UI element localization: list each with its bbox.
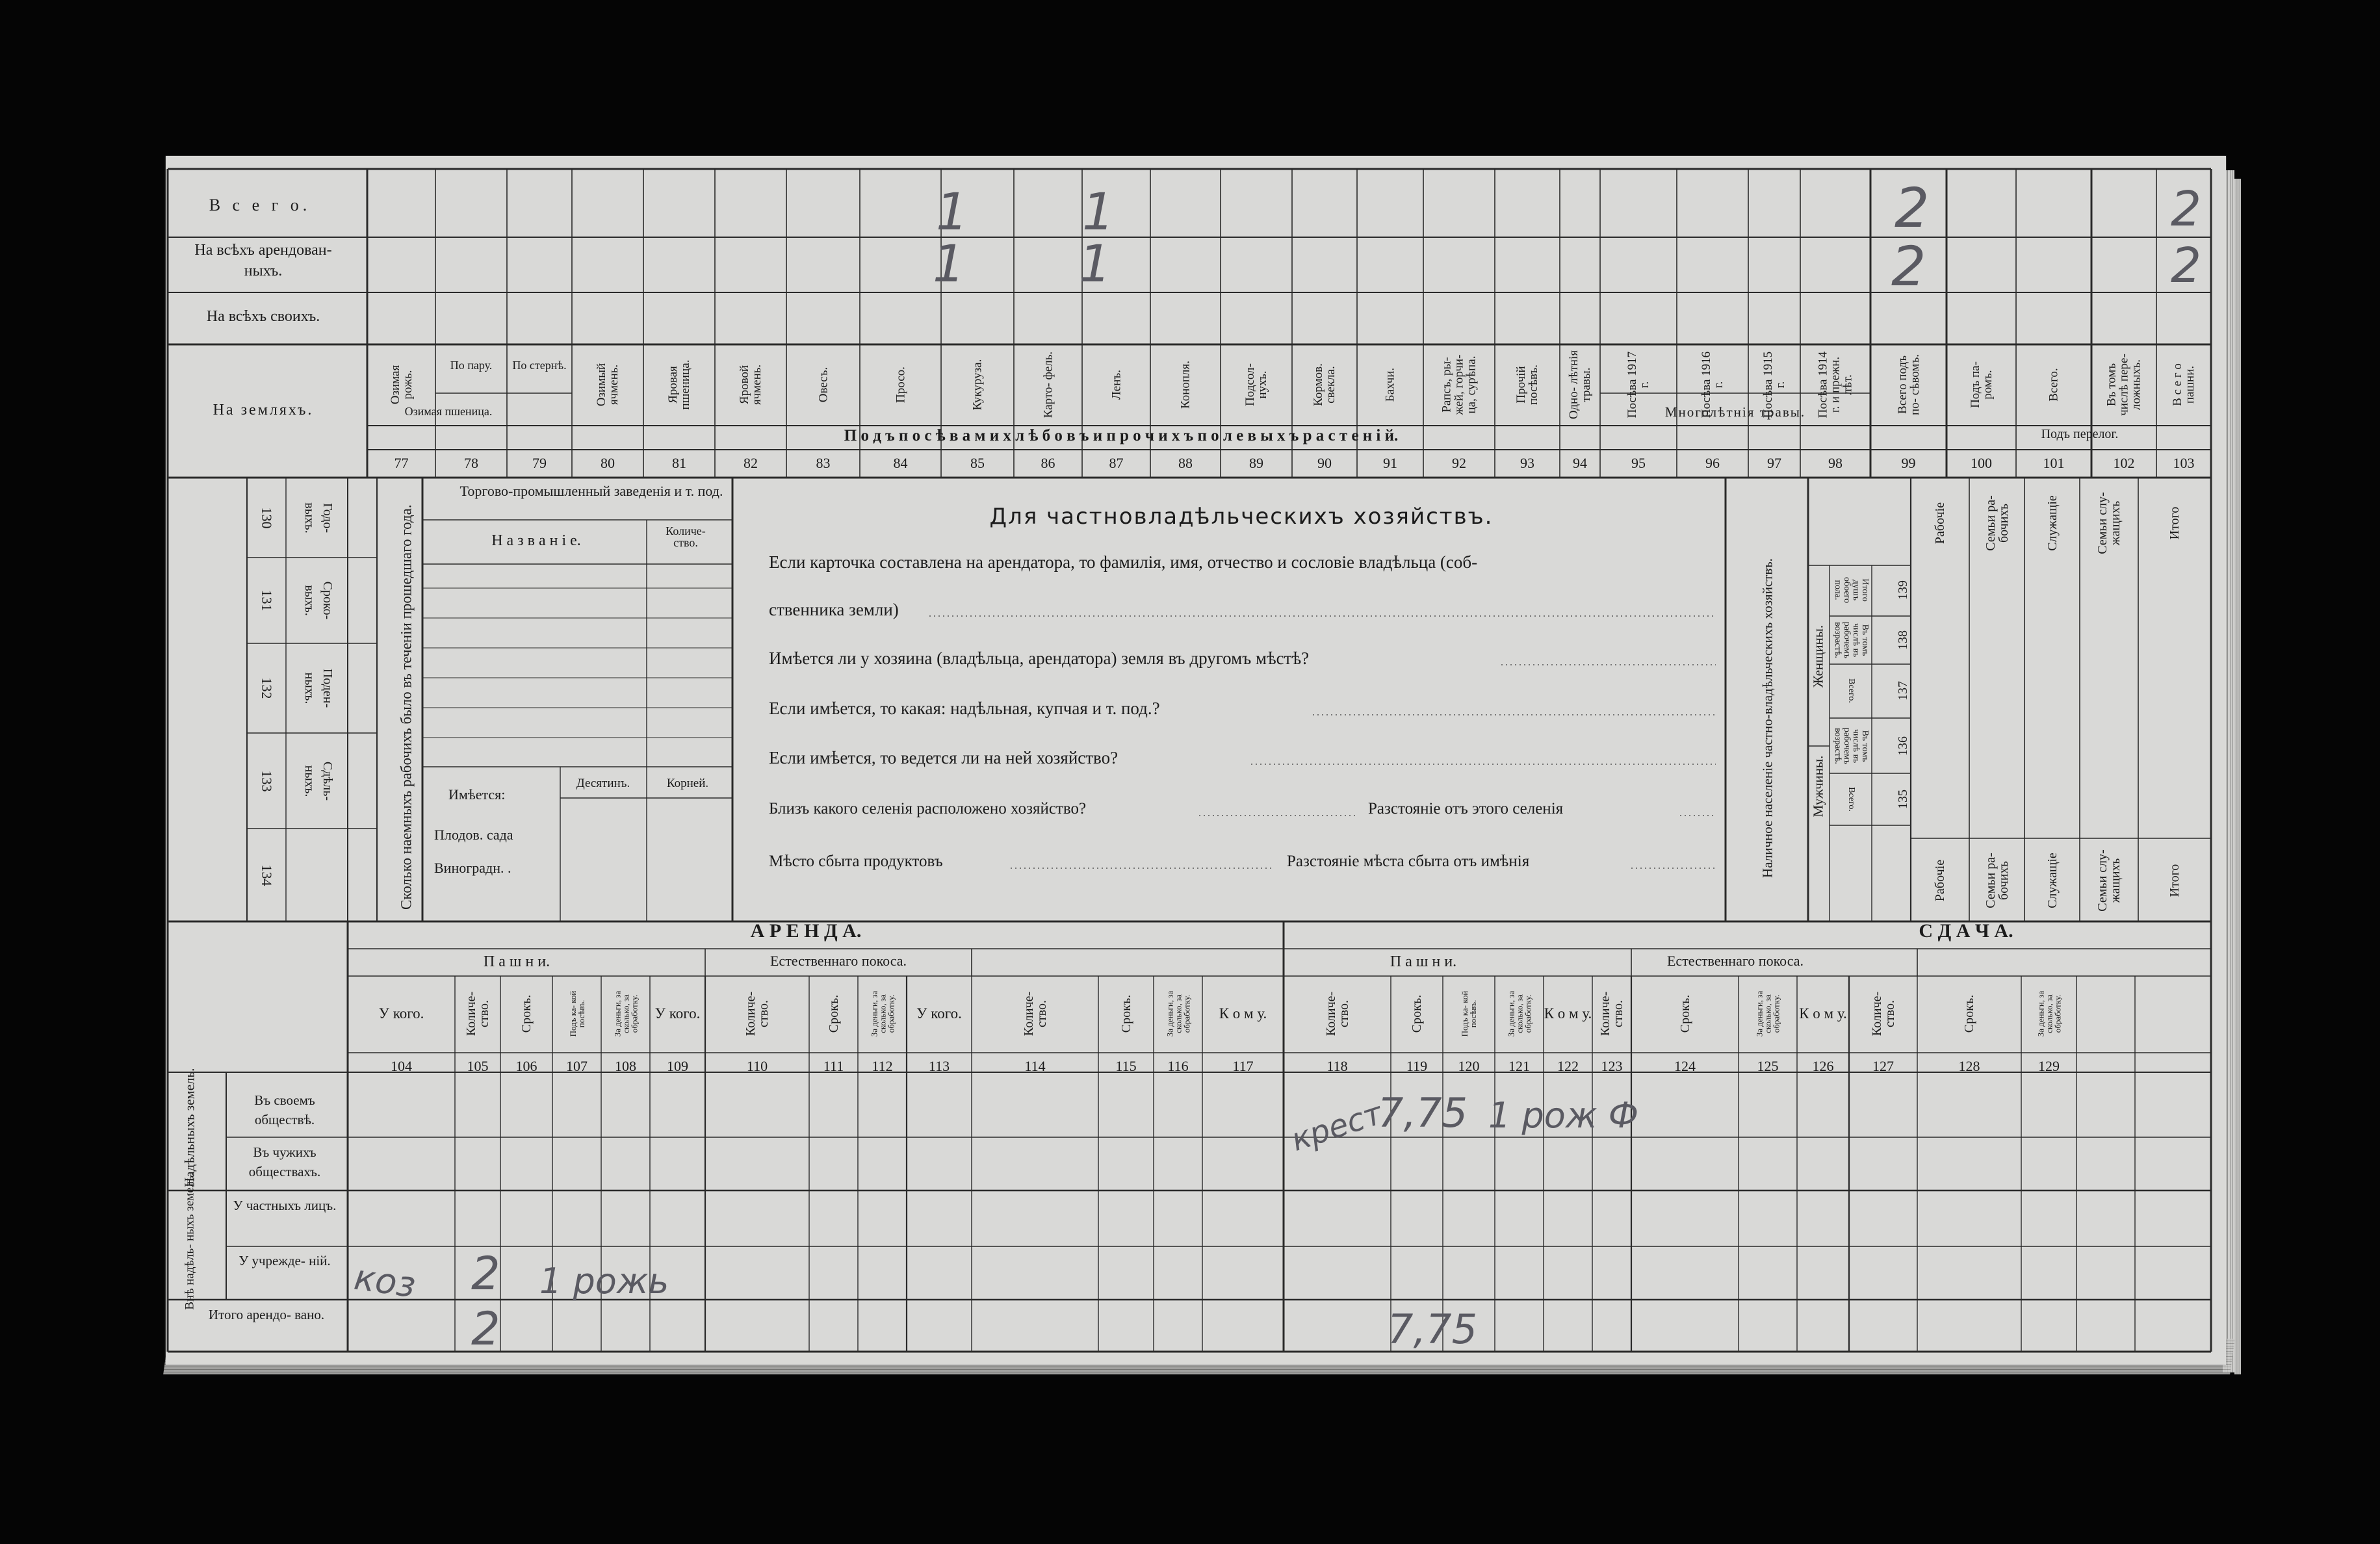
crops-banner: П о д ъ п о с ѣ в а м и х л ѣ б о в ъ и п р о ч и х ъ п о л е в ы х ъ р а с т е н і й. bbox=[844, 427, 1399, 444]
lease-num-126: 126 bbox=[1812, 1058, 1834, 1074]
crop-num-87: 87 bbox=[1109, 455, 1124, 471]
population-vertical-title: Наличное населеніе частно-владѣльческихъ хозяйствъ. bbox=[1759, 558, 1776, 878]
pop-col-bottom-1: Семьи ра- бочихъ bbox=[1983, 853, 2011, 908]
sdacha-title: С Д А Ч А. bbox=[1919, 920, 2013, 942]
lease-col-head-118: Количе- ство. bbox=[1323, 991, 1351, 1036]
pop-col-top-0: Рабочіе bbox=[1933, 502, 1947, 545]
worker-num-130: 130 bbox=[259, 507, 275, 528]
lease-col-head-125: За деньги, за сколько, за обработку. bbox=[1754, 990, 1781, 1037]
hw-krest: крест bbox=[1286, 1095, 1387, 1159]
row-uchrezhd: У учрежде- ній. bbox=[239, 1253, 331, 1268]
hw-two-3: 2 bbox=[1891, 235, 1926, 298]
crop-col-95: Посѣва 1917 г. bbox=[1625, 351, 1651, 418]
lease-col-head-119: Срокъ. bbox=[1410, 994, 1424, 1033]
lease-col-head-110: Количе- ство. bbox=[744, 991, 771, 1036]
crop-col-78: По пару. bbox=[450, 359, 493, 372]
group-nadel: Надѣльныхъ земель. bbox=[181, 1068, 198, 1187]
crop-col-101: Всего. bbox=[2047, 368, 2061, 402]
arenda-pashni: П а ш н и. bbox=[483, 953, 550, 970]
hw-two-2: 2 bbox=[2171, 181, 2202, 237]
private-line-2: ственника земли) bbox=[769, 600, 899, 619]
lease-col-head-120: Подъ ка- кой посѣвъ. bbox=[1460, 990, 1478, 1037]
crop-col-102: Въ томъ числѣ пере- ложныхъ. bbox=[2104, 354, 2143, 416]
lease-col-head-126: К о м у. bbox=[1799, 1005, 1847, 1022]
crop-num-81: 81 bbox=[672, 455, 686, 471]
lease-col-head-114: Количе- ство. bbox=[1021, 991, 1049, 1036]
crop-col-100: Подъ па- ромъ. bbox=[1968, 361, 1995, 408]
crop-col-87: Ленъ. bbox=[1109, 370, 1123, 400]
hw-one-4: 1 bbox=[1079, 235, 1111, 294]
trade-has-label: Имѣется: bbox=[448, 786, 506, 803]
perennial-grasses-label: Многолѣтнія травы. bbox=[1664, 404, 1806, 420]
pop-num-137: 137 bbox=[1896, 681, 1910, 701]
crop-col-96: Посѣва 1916 г. bbox=[1700, 351, 1726, 418]
crop-num-99: 99 bbox=[1901, 455, 1916, 471]
arenda-pokos: Естественнаго покоса. bbox=[770, 953, 907, 969]
perelog-label: Подъ перелог. bbox=[2041, 427, 2119, 441]
lease-col-head-106: Срокъ. bbox=[519, 994, 534, 1033]
pop-sub-0: Итого душъ обоего пола. bbox=[1833, 577, 1870, 603]
lease-num-104: 104 bbox=[391, 1058, 412, 1074]
worker-label-130: Годо- выхъ. bbox=[302, 502, 335, 534]
crop-col-90: Кормов. свекла. bbox=[1312, 363, 1338, 406]
lease-col-head-115: Срокъ. bbox=[1119, 994, 1133, 1033]
trade-desyat-header: Десятинъ. bbox=[576, 777, 630, 790]
crop-num-97: 97 bbox=[1767, 455, 1781, 471]
crop-col-85: Кукуруза. bbox=[970, 359, 985, 411]
pop-sub-2: Всего. bbox=[1846, 678, 1856, 703]
lease-col-head-123: Количе- ство. bbox=[1598, 991, 1625, 1036]
lease-num-121: 121 bbox=[1508, 1058, 1530, 1074]
private-line-6: Близъ какого селенія расположено хозяйство? bbox=[769, 800, 1087, 817]
lease-col-head-117: К о м у. bbox=[1219, 1005, 1267, 1022]
crop-col-98: Посѣва 1914 г. и прежн. лѣт. bbox=[1816, 351, 1855, 418]
lease-col-head-116: За деньги, за сколько, за обработку. bbox=[1165, 990, 1191, 1037]
crop-num-98: 98 bbox=[1828, 455, 1843, 471]
lease-num-106: 106 bbox=[515, 1058, 537, 1074]
trade-name-header: Н а з в а н і е. bbox=[491, 532, 581, 549]
crop-num-80: 80 bbox=[601, 455, 615, 471]
lease-num-111: 111 bbox=[823, 1058, 844, 1074]
hw-rozh-d: 1 рож Ф bbox=[1488, 1095, 1639, 1136]
pop-col-top-4: Итого bbox=[2167, 506, 2182, 540]
private-line-4: Если имѣется, то какая: надѣльная, купчая и т. под.? bbox=[769, 699, 1160, 718]
lease-num-109: 109 bbox=[667, 1058, 688, 1074]
row-svoem: Въ своемъ обществѣ. bbox=[254, 1092, 315, 1128]
crop-col-84: Просо. bbox=[894, 367, 907, 403]
lease-num-125: 125 bbox=[1757, 1058, 1779, 1074]
lease-num-110: 110 bbox=[746, 1058, 768, 1074]
hw-775: 7,75 bbox=[1378, 1089, 1468, 1137]
crop-col-94: Одно- лѣтнія травы. bbox=[1567, 350, 1593, 420]
lease-num-112: 112 bbox=[872, 1058, 893, 1074]
crop-col-103: В с е г о пашни. bbox=[2171, 363, 2197, 406]
lease-num-116: 116 bbox=[1167, 1058, 1189, 1074]
row-label-vsego: В с е г о. bbox=[209, 196, 311, 214]
arenda-title: А Р Е Н Д А. bbox=[750, 920, 862, 942]
lease-col-head-113: У кого. bbox=[916, 1005, 962, 1022]
lease-col-head-124: Срокъ. bbox=[1677, 994, 1692, 1033]
row-chuzhih: Въ чужихъ обществахъ. bbox=[248, 1144, 321, 1180]
workers-vertical-title: Сколько наемныхъ рабочихъ было въ теченіи прошедшаго года. bbox=[398, 504, 415, 910]
row-label-arend-2: ныхъ. bbox=[244, 263, 283, 279]
crop-col-81: Яровая пшеница. bbox=[666, 359, 692, 410]
crop-num-83: 83 bbox=[816, 455, 831, 471]
crop-num-82: 82 bbox=[744, 455, 758, 471]
worker-label-133: Сдѣль- ныхъ. bbox=[302, 761, 335, 801]
hw-rozh: 1 рожь bbox=[539, 1261, 669, 1302]
crop-col-77: Озимая рожь. bbox=[388, 365, 415, 405]
crop-num-92: 92 bbox=[1452, 455, 1466, 471]
lease-num-108: 108 bbox=[615, 1058, 636, 1074]
lease-num-119: 119 bbox=[1406, 1058, 1428, 1074]
lease-col-head-128: Срокъ. bbox=[1962, 994, 1976, 1033]
crop-num-95: 95 bbox=[1631, 455, 1646, 471]
trade-title: Торгово-промышленный заведенія и т. под. bbox=[459, 483, 723, 499]
crop-num-96: 96 bbox=[1705, 455, 1720, 471]
lease-col-head-129: За деньги, за сколько, за обработку. bbox=[2036, 990, 2062, 1037]
row-itogo-arend: Итого арендо- вано. bbox=[208, 1307, 325, 1322]
lease-num-117: 117 bbox=[1232, 1058, 1254, 1074]
private-line-5: Если имѣется, то ведется ли на ней хозяйство? bbox=[769, 748, 1119, 767]
lease-col-head-122: К о м у. bbox=[1544, 1005, 1592, 1022]
hw-one-3: 1 bbox=[933, 235, 965, 294]
crop-num-100: 100 bbox=[1971, 455, 1992, 471]
crop-num-90: 90 bbox=[1317, 455, 1332, 471]
hw-two-5: 2 bbox=[471, 1247, 500, 1300]
lease-col-head-108: За деньги, за сколько, за обработку. bbox=[612, 990, 639, 1037]
crop-col-93: Прочій посѣвъ. bbox=[1514, 365, 1540, 405]
ozim-wheat-label: Озимая пшеница. bbox=[404, 405, 493, 418]
trade-qty-header: Количе- ство. bbox=[666, 524, 706, 549]
private-line-7: Разстояніе отъ этого селенія bbox=[1368, 800, 1564, 817]
lease-num-122: 122 bbox=[1557, 1058, 1579, 1074]
lease-num-128: 128 bbox=[1958, 1058, 1980, 1074]
pop-col-bottom-0: Рабочіе bbox=[1933, 859, 1947, 902]
private-line-8: Мѣсто сбыта продуктовъ bbox=[769, 853, 943, 870]
crop-num-94: 94 bbox=[1573, 455, 1587, 471]
crop-num-101: 101 bbox=[2043, 455, 2065, 471]
crop-col-80: Озимый ячмень. bbox=[595, 363, 621, 407]
lease-num-120: 120 bbox=[1458, 1058, 1480, 1074]
crop-col-86: Карто- фель. bbox=[1041, 351, 1055, 418]
group-vne-nadel: Внѣ надѣль- ныхъ земель. bbox=[183, 1172, 197, 1310]
private-line-9: Разстояніе мѣста сбыта отъ имѣнія bbox=[1287, 853, 1530, 870]
crop-col-82: Яровой ячмень. bbox=[738, 364, 764, 405]
lease-col-head-121: За деньги, за сколько, за обработку. bbox=[1506, 990, 1533, 1037]
row-label-svoih: На всѣхъ своихъ. bbox=[206, 308, 320, 325]
row-label-arend: На всѣхъ арендован- bbox=[194, 242, 332, 259]
worker-num-132: 132 bbox=[259, 677, 275, 699]
pop-num-136: 136 bbox=[1896, 736, 1910, 756]
crop-col-99: Всего подъ по- сѣвомъ. bbox=[1895, 354, 1922, 416]
pop-col-bottom-4: Итого bbox=[2167, 864, 2182, 897]
pop-women: Женщины. bbox=[1810, 624, 1826, 688]
hw-two-4: 2 bbox=[2171, 238, 2202, 294]
private-line-3: Имѣется ли у хозяина (владѣльца, арендатора) земля въ другомъ мѣстѣ? bbox=[769, 649, 1310, 668]
vineyard-label: Виноградн. . bbox=[434, 860, 511, 876]
lease-num-114: 114 bbox=[1024, 1058, 1046, 1074]
lease-col-head-112: За деньги, за сколько, за обработку. bbox=[869, 990, 896, 1037]
crop-col-97: Посѣва 1915 г. bbox=[1761, 351, 1787, 418]
lease-num-115: 115 bbox=[1115, 1058, 1137, 1074]
pop-col-top-1: Семьи ра- бочихъ bbox=[1983, 495, 2011, 551]
lease-num-105: 105 bbox=[467, 1058, 489, 1074]
row-chastnyh: У частныхъ лицъ. bbox=[233, 1198, 337, 1213]
trade-roots-header: Корней. bbox=[666, 777, 709, 790]
crop-num-91: 91 bbox=[1383, 455, 1397, 471]
lease-col-head-105: Количе- ство. bbox=[464, 991, 491, 1036]
orchard-label: Плодов. сада bbox=[434, 827, 513, 843]
pop-col-bottom-3: Семьи слу- жащихъ bbox=[2095, 849, 2123, 912]
lease-num-129: 129 bbox=[2038, 1058, 2060, 1074]
lease-col-head-127: Количе- ство. bbox=[1869, 991, 1897, 1036]
crop-col-89: Подсол- нухъ. bbox=[1243, 363, 1269, 406]
crop-num-88: 88 bbox=[1178, 455, 1193, 471]
pop-sub-3: Въ томъ числѣ въ рабочемъ возрастѣ. bbox=[1833, 727, 1870, 765]
hw-two-6: 2 bbox=[471, 1302, 500, 1356]
crop-col-79: По стернѣ. bbox=[512, 359, 567, 372]
worker-num-131: 131 bbox=[259, 589, 275, 611]
lease-num-113: 113 bbox=[928, 1058, 950, 1074]
private-line-1: Если карточка составлена на арендатора, то фамилія, имя, отчество и сословіе владѣльца (соб- bbox=[769, 552, 1478, 572]
crop-num-85: 85 bbox=[970, 455, 985, 471]
crop-col-91: Бахчи. bbox=[1383, 367, 1397, 402]
sdacha-pashni: П а ш н и. bbox=[1390, 953, 1457, 970]
crop-num-78: 78 bbox=[464, 455, 478, 471]
crop-col-83: Овесъ. bbox=[816, 367, 830, 403]
lease-col-head-111: Срокъ. bbox=[826, 994, 841, 1033]
pop-num-138: 138 bbox=[1896, 630, 1910, 650]
crop-col-88: Конопля. bbox=[1178, 360, 1193, 409]
pop-num-135: 135 bbox=[1896, 790, 1910, 809]
crop-num-86: 86 bbox=[1041, 455, 1055, 471]
lease-num-123: 123 bbox=[1601, 1058, 1623, 1074]
lease-num-127: 127 bbox=[1872, 1058, 1894, 1074]
row-label-zemlyah: На земляхъ. bbox=[213, 402, 314, 418]
pop-col-top-2: Служащіе bbox=[2045, 495, 2060, 551]
pop-men: Мужчины. bbox=[1810, 755, 1826, 817]
pop-sub-4: Всего. bbox=[1846, 787, 1856, 812]
lease-col-head-107: Подъ ка- кой посѣвъ. bbox=[567, 990, 586, 1037]
lease-num-124: 124 bbox=[1674, 1058, 1696, 1074]
worker-num-133: 133 bbox=[259, 770, 275, 791]
pop-num-139: 139 bbox=[1896, 580, 1910, 600]
sdacha-pokos: Естественнаго покоса. bbox=[1666, 953, 1804, 969]
pop-sub-1: Въ томъ числѣ въ рабочемъ возрастѣ. bbox=[1833, 621, 1870, 659]
crop-num-77: 77 bbox=[394, 455, 409, 471]
crop-num-79: 79 bbox=[532, 455, 547, 471]
crop-col-92: Рапсъ, ры- жей, горчи- ца, сурѣпа. bbox=[1440, 354, 1479, 415]
hw-koz: коз bbox=[352, 1256, 419, 1306]
pop-col-bottom-2: Служащіе bbox=[2045, 853, 2060, 908]
crop-num-102: 102 bbox=[2113, 455, 2135, 471]
hw-two-1: 2 bbox=[1895, 176, 1930, 240]
hw-775-total: 7,75 bbox=[1388, 1306, 1478, 1353]
worker-label-131: Сроко- выхъ. bbox=[302, 581, 335, 620]
crop-num-89: 89 bbox=[1249, 455, 1263, 471]
pop-col-top-3: Семьи слу- жащихъ bbox=[2095, 492, 2123, 554]
hw-one-2: 1 bbox=[1082, 183, 1115, 242]
lease-col-head-104: У кого. bbox=[378, 1005, 424, 1022]
worker-num-134: 134 bbox=[259, 864, 275, 886]
crop-num-84: 84 bbox=[893, 455, 908, 471]
crop-num-103: 103 bbox=[2173, 455, 2195, 471]
lease-num-107: 107 bbox=[566, 1058, 588, 1074]
lease-num-118: 118 bbox=[1326, 1058, 1348, 1074]
hw-one-1: 1 bbox=[936, 183, 968, 242]
worker-label-132: Поден- ныхъ. bbox=[302, 668, 335, 708]
lease-col-head-109: У кого. bbox=[654, 1005, 701, 1022]
private-title: Для частновладѣльческихъ хозяйствъ. bbox=[989, 504, 1494, 530]
crop-num-93: 93 bbox=[1520, 455, 1534, 471]
